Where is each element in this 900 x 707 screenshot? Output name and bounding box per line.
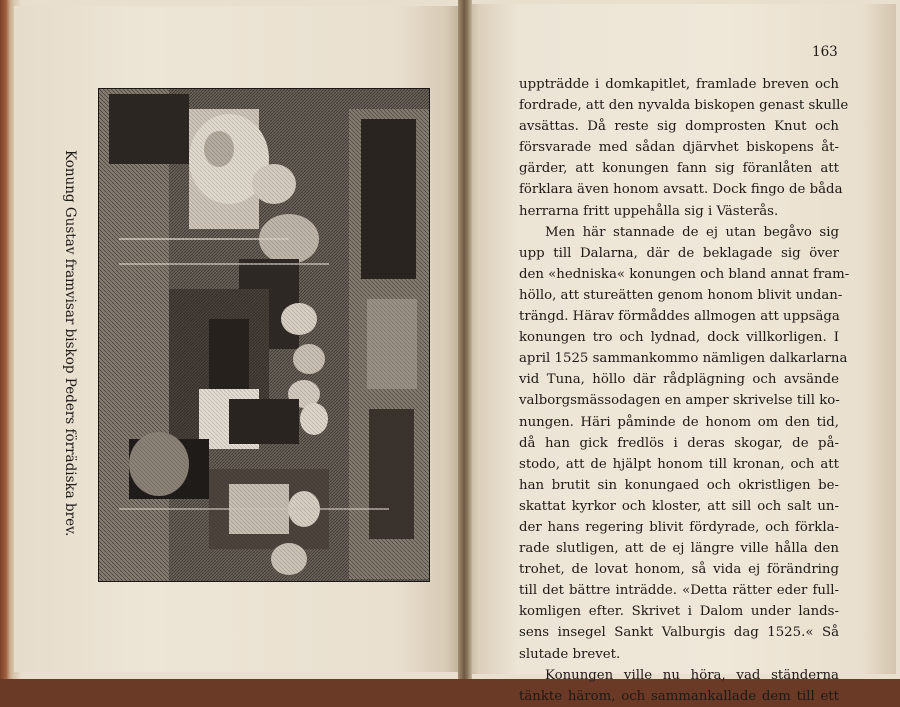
text-line: upp till Dalarna, där de beklagade sig över (519, 245, 839, 261)
text-line: april 1525 sammankommo nämligen dalkarlarna (519, 351, 848, 367)
text-line: den «hedniska« konungen och bland annat fram- (519, 266, 850, 282)
text-line: slutade brevet. (519, 646, 621, 662)
illustration-caption: Konung Gustav framvisar biskop Peders förrädiska brev. (62, 150, 78, 537)
text-line: valborgsmässodagen en amper skrivelse till ko- (519, 393, 840, 409)
engraving-drawing (99, 89, 429, 581)
text-line: uppträdde i domkapitlet, framlade breven och (519, 77, 839, 92)
text-line: vid Tuna, höllo där rådplägning och avsände (519, 372, 839, 388)
text-line: förklara även honom avsatt. Dock fingo de båda (519, 182, 843, 198)
text-line: till det bättre inträdde. «Detta rätter eder full- (519, 583, 839, 599)
text-line: fordrade, att den nyvalda biskopen genast skulle (519, 98, 849, 114)
page-number: 163 (812, 44, 838, 60)
text-line: gärder, att konungen fann sig föranlåten att (519, 161, 839, 177)
text-line: der hans regering blivit fördyrade, och förkla- (519, 519, 839, 535)
text-line: försvarade med sådan djärvhet biskopens åt- (519, 140, 839, 156)
text-line: konungen tro och lydnad, dock villkorligen. I (519, 330, 839, 346)
text-line: sens insegel Sankt Valburgis dag 1525.« Så (519, 625, 839, 641)
text-line: trohet, de lovat honom, så vida ej förändring (519, 562, 839, 578)
text-line: tänkte härom, och sammankallade dem till ett (519, 688, 839, 704)
text-line: han brutit sin konungaed och okristligen be- (519, 477, 839, 493)
text-line: stodo, att de hjälpt honom till kronan, och att (519, 456, 839, 472)
text-line: då han gick fredlös i deras skogar, de på- (519, 435, 839, 451)
body-text (519, 74, 850, 707)
text-line: skattat kyrkor och kloster, att sill och salt un- (519, 498, 839, 514)
text-line: trängd. Härav förmåddes allmogen att uppsäga (519, 309, 840, 325)
text-line: avsättas. Då reste sig domprosten Knut och (519, 119, 839, 135)
engraving-illustration (98, 88, 430, 582)
text-line: komligen efter. Skrivet i Dalom under lands- (519, 604, 839, 620)
text-line: Men här stannade de ej utan begåvo sig (545, 224, 839, 240)
text-line: Konungen ville nu höra, vad ständerna (545, 667, 839, 683)
book-gutter (458, 0, 472, 679)
text-line: höllo, att stureätten genom honom blivit undan- (519, 287, 843, 303)
illustration-caption-container (62, 150, 80, 620)
text-line: herrarna fritt uppehålla sig i Västerås. (519, 203, 779, 219)
text-line: nungen. Häri påminde de honom om den tid, (519, 414, 839, 430)
text-line: rade slutligen, att de ej längre ville hålla den (519, 541, 839, 557)
